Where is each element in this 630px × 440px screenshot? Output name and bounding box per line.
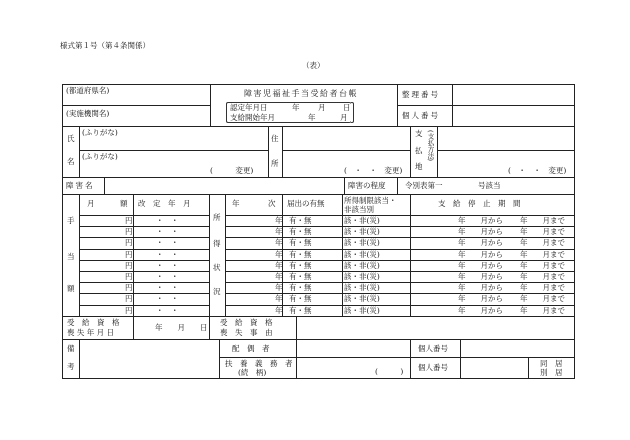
row-filing: 有・無 (289, 260, 312, 270)
row-yen: 円 (125, 227, 133, 237)
row-stop-from: 年 月から (458, 305, 503, 315)
remarks-label-1: 備 (67, 344, 75, 353)
cert-day-unit: 日 (343, 103, 351, 112)
row-revision-dots: ・ ・ (156, 249, 179, 259)
row-filing: 有・無 (289, 294, 312, 304)
allowance-side-2: 当 (67, 252, 75, 261)
row-year: 年 (275, 238, 283, 248)
row-stop-from: 年 月から (458, 294, 503, 304)
row-stop-from: 年 月から (458, 272, 503, 281)
loss-reason-label-2: 喪 失 事 由 (220, 328, 273, 337)
applicable-label: 号該当 (478, 181, 501, 190)
pay-method-label: (支払方法) (426, 130, 435, 162)
address-change-note: ( ・ ・ 変更) (344, 166, 403, 175)
income-side-1: 所 (213, 213, 221, 222)
address-label-bottom: 所 (271, 159, 279, 168)
date-bracket-right (350, 102, 354, 123)
row-revision-dots: ・ ・ (156, 283, 179, 293)
institution-label: (実施機関名) (66, 109, 110, 118)
cohabit-label: 同 居 (540, 359, 563, 368)
row-limit: 該・非(災) (344, 238, 380, 248)
row-revision-dots: ・ ・ (156, 260, 179, 270)
row-stop-to: 年 月まで (520, 238, 565, 248)
row-filing: 有・無 (289, 227, 312, 237)
pay-label-1: 支 (415, 129, 423, 138)
row-filing: 有・無 (289, 216, 312, 225)
row-stop-to: 年 月まで (520, 294, 565, 304)
row-limit: 該・非(災) (344, 260, 380, 270)
allowance-side-3: 額 (67, 284, 75, 293)
row-limit: 該・非(災) (344, 249, 380, 259)
row-limit: 該・非(災) (344, 305, 380, 315)
row-yen: 円 (125, 260, 133, 270)
spouse-personal-no-label: 個人番号 (418, 344, 448, 353)
personal-number-label: 個人番号 (402, 111, 440, 120)
pay-label-3: 地 (415, 162, 423, 171)
row-yen: 円 (125, 238, 133, 248)
row-year: 年 (275, 283, 283, 293)
row-stop-from: 年 月から (458, 249, 503, 259)
row-revision-dots: ・ ・ (156, 305, 179, 315)
row-year: 年 (275, 216, 283, 225)
spouse-label: 配 偶 者 (232, 344, 270, 353)
row-stop-to: 年 月まで (520, 272, 565, 281)
row-year: 年 (275, 305, 283, 315)
col-stop-label: 支 給 停 止 期 間 (438, 199, 521, 208)
row-limit: 該・非(災) (344, 227, 380, 237)
row-filing: 有・無 (289, 272, 312, 281)
row-year: 年 (275, 227, 283, 237)
row-filing: 有・無 (289, 305, 312, 315)
page-side-label: （表） (302, 61, 325, 70)
row-stop-to: 年 月まで (520, 260, 565, 270)
col-revision-label: 改 定 年 月 (138, 199, 191, 208)
loss-date-label-2: 喪 失 年 月 日 (67, 328, 115, 337)
loss-reason-label-1: 受 給 資 格 (220, 318, 273, 327)
prefecture-label: (都道府県名) (66, 86, 110, 95)
pay-label-2: 払 (415, 146, 423, 155)
col-limit-label: 所得制限該当・ (344, 196, 397, 205)
income-side-2: 得 (213, 239, 221, 248)
loss-date-label-1: 受 給 資 格 (67, 318, 120, 327)
row-filing: 有・無 (289, 283, 312, 293)
row-filing: 有・無 (289, 238, 312, 248)
row-revision-dots: ・ ・ (156, 294, 179, 304)
frame-top (62, 84, 575, 85)
row-revision-dots: ・ ・ (156, 272, 179, 281)
row-stop-to: 年 月まで (520, 227, 565, 237)
row-stop-to: 年 月まで (520, 249, 565, 259)
disability-name-label: 障害名 (66, 181, 95, 190)
ref-number-label: 整理番号 (402, 90, 440, 99)
col-amount-label: 額 (120, 199, 128, 208)
row-limit: 該・非(災) (344, 294, 380, 304)
row-revision-dots: ・ ・ (156, 216, 179, 225)
table-ref-label: 令別表第一 (405, 181, 443, 190)
row-yen: 円 (125, 249, 133, 259)
row-revision-dots: ・ ・ (156, 238, 179, 248)
row-stop-from: 年 月から (458, 216, 503, 225)
dependent-label-2: (続 柄) (238, 368, 267, 377)
row-stop-from: 年 月から (458, 283, 503, 293)
start-month-unit: 月 (340, 113, 348, 122)
col-year-label: 年 (232, 199, 240, 208)
row-limit: 該・非(災) (344, 283, 380, 293)
name-label-bottom: 名 (67, 157, 75, 166)
furigana-label: (ふりがな) (82, 128, 118, 137)
col-year-label-2: 次 (268, 199, 276, 208)
pay-change-note: ( ・ ・ 変更) (508, 166, 567, 175)
col-month-label: 月 (87, 199, 95, 208)
ledger-title: 障害児福祉手当受給者台帳 (244, 89, 358, 98)
row-yen: 円 (125, 283, 133, 293)
address-label-top: 住 (271, 134, 279, 143)
row-year: 年 (275, 272, 283, 281)
row-yen: 円 (125, 294, 133, 304)
col-limit-label-2: 非該当別 (344, 205, 374, 214)
cert-date-label: 認定年月日 (230, 103, 268, 112)
frame-bottom (62, 378, 575, 379)
row-filing: 有・無 (289, 249, 312, 259)
remarks-label-2: 考 (67, 362, 75, 371)
furigana-label-2: (ふりがな) (82, 152, 118, 161)
frame-right (574, 84, 575, 379)
allowance-side-1: 手 (67, 216, 75, 225)
income-side-4: 況 (213, 287, 221, 296)
row-stop-to: 年 月まで (520, 216, 565, 225)
row-stop-from: 年 月から (458, 238, 503, 248)
row-revision-dots: ・ ・ (156, 227, 179, 237)
loss-date-units: 年 月 日 (155, 323, 208, 332)
name-change-note: ( 変更) (210, 166, 254, 175)
frame-left (62, 84, 63, 379)
row-stop-to: 年 月まで (520, 305, 565, 315)
row-limit: 該・非(災) (344, 272, 380, 281)
col-filing-label: 届出の有無 (287, 199, 325, 208)
row-yen: 円 (125, 216, 133, 225)
row-limit: 該・非(災) (344, 216, 380, 225)
disability-degree-label: 障害の程度 (348, 181, 386, 190)
row-year: 年 (275, 294, 283, 304)
row-yen: 円 (125, 305, 133, 315)
row-year: 年 (275, 260, 283, 270)
start-year-unit: 年 (308, 113, 316, 122)
dependent-personal-no-label: 個人番号 (418, 363, 448, 372)
income-side-3: 状 (213, 263, 221, 272)
row-yen: 円 (125, 272, 133, 281)
relation-paren: ( ) (375, 367, 404, 376)
separate-label: 別 居 (540, 368, 563, 377)
cert-year-unit: 年 (292, 103, 300, 112)
form-number: 様式第１号（第４条関係） (60, 41, 150, 50)
row-stop-to: 年 月まで (520, 283, 565, 293)
start-month-label: 支給開始年月 (230, 113, 275, 122)
name-label-top: 氏 (67, 134, 75, 143)
dependent-label-1: 扶 養 義 務 者 (225, 359, 293, 368)
row-stop-from: 年 月から (458, 227, 503, 237)
row-stop-from: 年 月から (458, 260, 503, 270)
cert-month-unit: 月 (318, 103, 326, 112)
row-year: 年 (275, 249, 283, 259)
